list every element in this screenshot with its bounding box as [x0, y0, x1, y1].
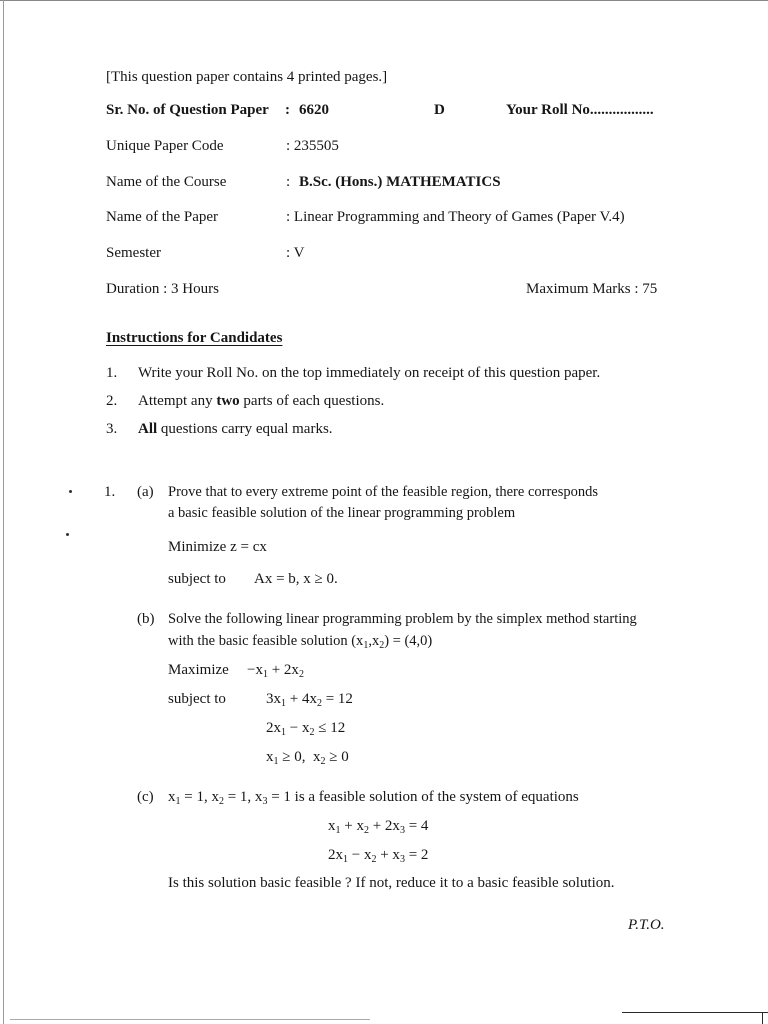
field-value-course: B.Sc. (Hons.) MATHEMATICS: [299, 174, 501, 190]
duration: Duration : 3 Hours: [106, 281, 219, 297]
set-code: D: [434, 102, 445, 118]
part-a-label: (a): [137, 484, 154, 500]
part-b-objective: $-x_1 + 2x_2$: [247, 662, 304, 680]
part-b-label: (b): [137, 611, 155, 627]
scan-mark-bottom-tick: [762, 1012, 763, 1024]
part-b-constraint-2: $2x_1 - x_2 \le 12$: [266, 720, 346, 738]
field-label-course: Name of the Course: [106, 174, 227, 190]
scan-border-top: [0, 0, 768, 1]
part-b-maximize-label: Maximize: [168, 662, 229, 678]
part-c-line-1: $x_1 = 1$, $x_2 = 1$, $x_3 = 1$ is a feasible solution of the system of equations: [168, 789, 579, 807]
scan-speck-2: [66, 533, 69, 536]
serial-number-label: Sr. No. of Question Paper: [106, 102, 269, 118]
instruction-text-2: Attempt any two parts of each questions.: [138, 393, 385, 409]
instruction-number-3: 3.: [106, 421, 118, 437]
field-value-paper-code: : 235505: [286, 138, 339, 154]
part-c-label: (c): [137, 789, 154, 805]
field-value-course-sep: :: [286, 174, 291, 190]
roll-number-field: Your Roll No.................: [506, 102, 654, 118]
field-label-paper-name: Name of the Paper: [106, 209, 219, 225]
instruction-text-1: Write your Roll No. on the top immediately on receipt of this question paper.: [138, 365, 601, 381]
field-label-semester: Semester: [106, 245, 161, 261]
field-value-semester: : V: [286, 245, 305, 261]
serial-number-separator: :: [285, 102, 290, 118]
part-b-subject-label: subject to: [168, 691, 226, 707]
part-a-objective: Minimize z = cx: [168, 539, 267, 555]
part-a-line-2: a basic feasible solution of the linear programming problem: [168, 505, 516, 521]
scan-mark-bottom-left: [10, 1019, 370, 1020]
serial-number-value: 6620: [299, 102, 329, 118]
scan-speck-1: [69, 490, 72, 493]
part-a-line-1: Prove that to every extreme point of the feasible region, there corresponds: [168, 484, 599, 500]
part-b-constraint-3: $x_1 \ge 0$, $x_2 \ge 0$: [266, 749, 349, 767]
field-value-paper-name: : Linear Programming and Theory of Games (Paper V.4): [286, 209, 625, 225]
scan-mark-bottom-right: [622, 1012, 768, 1013]
part-b-line-2: with the basic feasible solution $(x_1,x_2) = (4,0)$: [168, 633, 433, 651]
part-a-constraint: Ax = b, x ≥ 0.: [254, 571, 338, 587]
part-c-equation-2: $2x_1 - x_2 + x_3 = 2$: [328, 847, 429, 865]
instruction-number-1: 1.: [106, 365, 118, 381]
printed-pages-note: [This question paper contains 4 printed pages.]: [106, 69, 388, 85]
maximum-marks: Maximum Marks : 75: [526, 281, 658, 297]
instruction-number-2: 2.: [106, 393, 118, 409]
field-label-paper-code: Unique Paper Code: [106, 138, 224, 154]
part-a-subject-label: subject to: [168, 571, 226, 587]
part-b-line-1: Solve the following linear programming problem by the simplex method starting: [168, 611, 637, 627]
part-c-closing: Is this solution basic feasible ? If not, reduce it to a basic feasible solution.: [168, 875, 615, 891]
question-number: 1.: [104, 484, 116, 500]
part-c-equation-1: $x_1 + x_2 + 2x_3 = 4$: [328, 818, 429, 836]
page-turn-note: P.T.O.: [628, 917, 665, 933]
scan-border-left: [3, 0, 4, 1024]
instruction-text-3: All questions carry equal marks.: [138, 421, 333, 437]
instructions-title: Instructions for Candidates: [106, 330, 283, 346]
part-b-constraint-1: $3x_1 + 4x_2 = 12$: [266, 691, 353, 709]
